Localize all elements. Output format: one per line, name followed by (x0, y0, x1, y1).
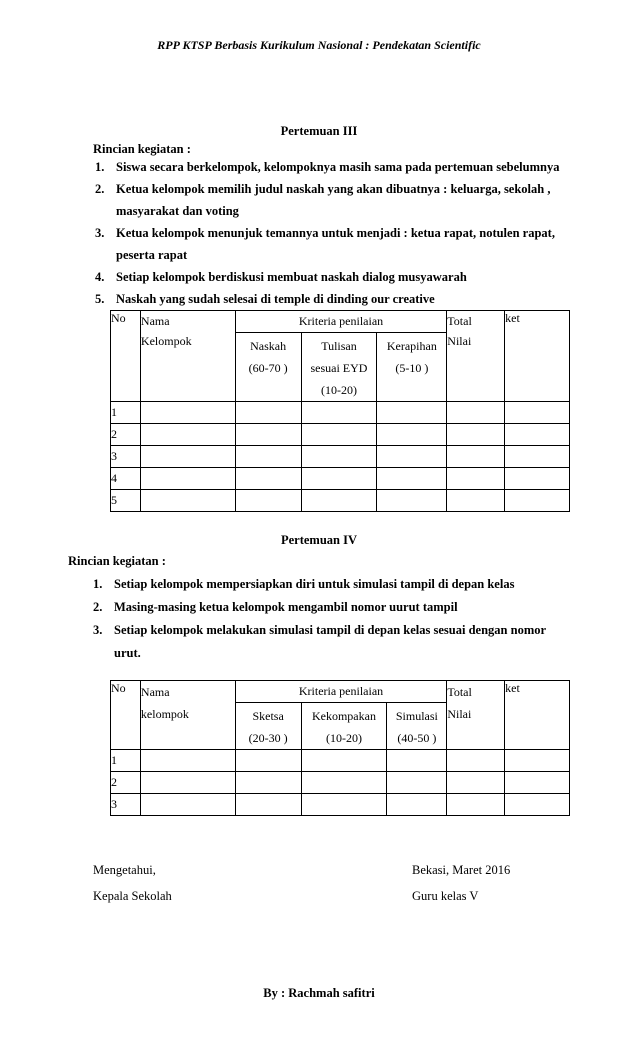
list-item: 1. Siswa secara berkelompok, kelompoknya masih sama pada pertemuan sebelumnya (95, 160, 560, 174)
list-item: 4. Setiap kelompok berdiskusi membuat naskah dialog musyawarah (95, 270, 467, 284)
col-header-simulasi: Simulasi (40-50 ) (387, 703, 447, 750)
col-header-total: Total Nilai (447, 311, 505, 402)
section-title-pertemuan-iii: Pertemuan III (280, 124, 358, 138)
table-row: 3 (111, 446, 570, 468)
col-header-sketsa: Sketsa (20-30 ) (235, 703, 301, 750)
list-item: 5. Naskah yang sudah selesai di temple di dinding our creative (95, 292, 435, 306)
col-header-kerapihan: Kerapihan (5-10 ) (377, 333, 447, 402)
signature-left-line1: Mengetahui, (93, 863, 156, 877)
signature-left-line2: Kepala Sekolah (93, 889, 172, 903)
table-row: 2 (111, 424, 570, 446)
rincian-label-iv: Rincian kegiatan : (68, 554, 166, 568)
list-item: 3. Ketua kelompok menunjuk temannya untuk menjadi : ketua rapat, notulen rapat, peserta rapat (95, 226, 555, 262)
list-item: 2. Ketua kelompok memilih judul naskah yang akan dibuatnya : keluarga, sekolah , masyarakat dan voting (95, 182, 551, 218)
col-header-total: Total Nilai (447, 681, 505, 750)
signature-left (93, 857, 172, 909)
list-item: 1. Setiap kelompok mempersiapkan diri untuk simulasi tampil di depan kelas (93, 577, 515, 591)
col-header-kriteria: Kriteria penilaian (235, 681, 447, 703)
table-row: 3 (111, 794, 570, 816)
table-row: 5 (111, 490, 570, 512)
table-row: 1 (111, 750, 570, 772)
list-item: 3. Setiap kelompok melakukan simulasi tampil di depan kelas sesuai dengan nomor urut. (93, 623, 547, 660)
page-header: RPP KTSP Berbasis Kurikulum Nasional : Pendekatan Scientific (157, 38, 481, 52)
list-item: 2. Masing-masing ketua kelompok mengambil nomor uurut tampil (93, 600, 458, 614)
col-header-no: No (111, 311, 141, 402)
activity-list-iii (95, 156, 586, 310)
activity-list-iv (93, 573, 584, 665)
col-header-kriteria: Kriteria penilaian (235, 311, 447, 333)
signature-right (412, 857, 510, 909)
col-header-ket: ket (505, 681, 570, 750)
signature-right-line1: Bekasi, Maret 2016 (412, 863, 511, 877)
col-header-nama: Nama Kelompok (140, 311, 235, 402)
col-header-no: No (111, 681, 141, 750)
section-title-pertemuan-iv: Pertemuan IV (280, 533, 358, 547)
col-header-naskah: Naskah (60-70 ) (235, 333, 301, 402)
table-row: 2 (111, 772, 570, 794)
col-header-kekompakan: Kekompakan (10-20) (301, 703, 387, 750)
assessment-table-iii (110, 310, 570, 512)
rincian-label-iii: Rincian kegiatan : (93, 142, 191, 156)
page-footer: By : Rachmah safitri (263, 986, 375, 1000)
signature-right-line2: Guru kelas V (412, 889, 479, 903)
col-header-nama: Nama kelompok (140, 681, 235, 750)
assessment-table-iv (110, 680, 570, 816)
col-header-ket: ket (505, 311, 570, 402)
table-row: 1 (111, 402, 570, 424)
col-header-tulisan: Tulisan sesuai EYD (10-20) (301, 333, 377, 402)
table-row: 4 (111, 468, 570, 490)
